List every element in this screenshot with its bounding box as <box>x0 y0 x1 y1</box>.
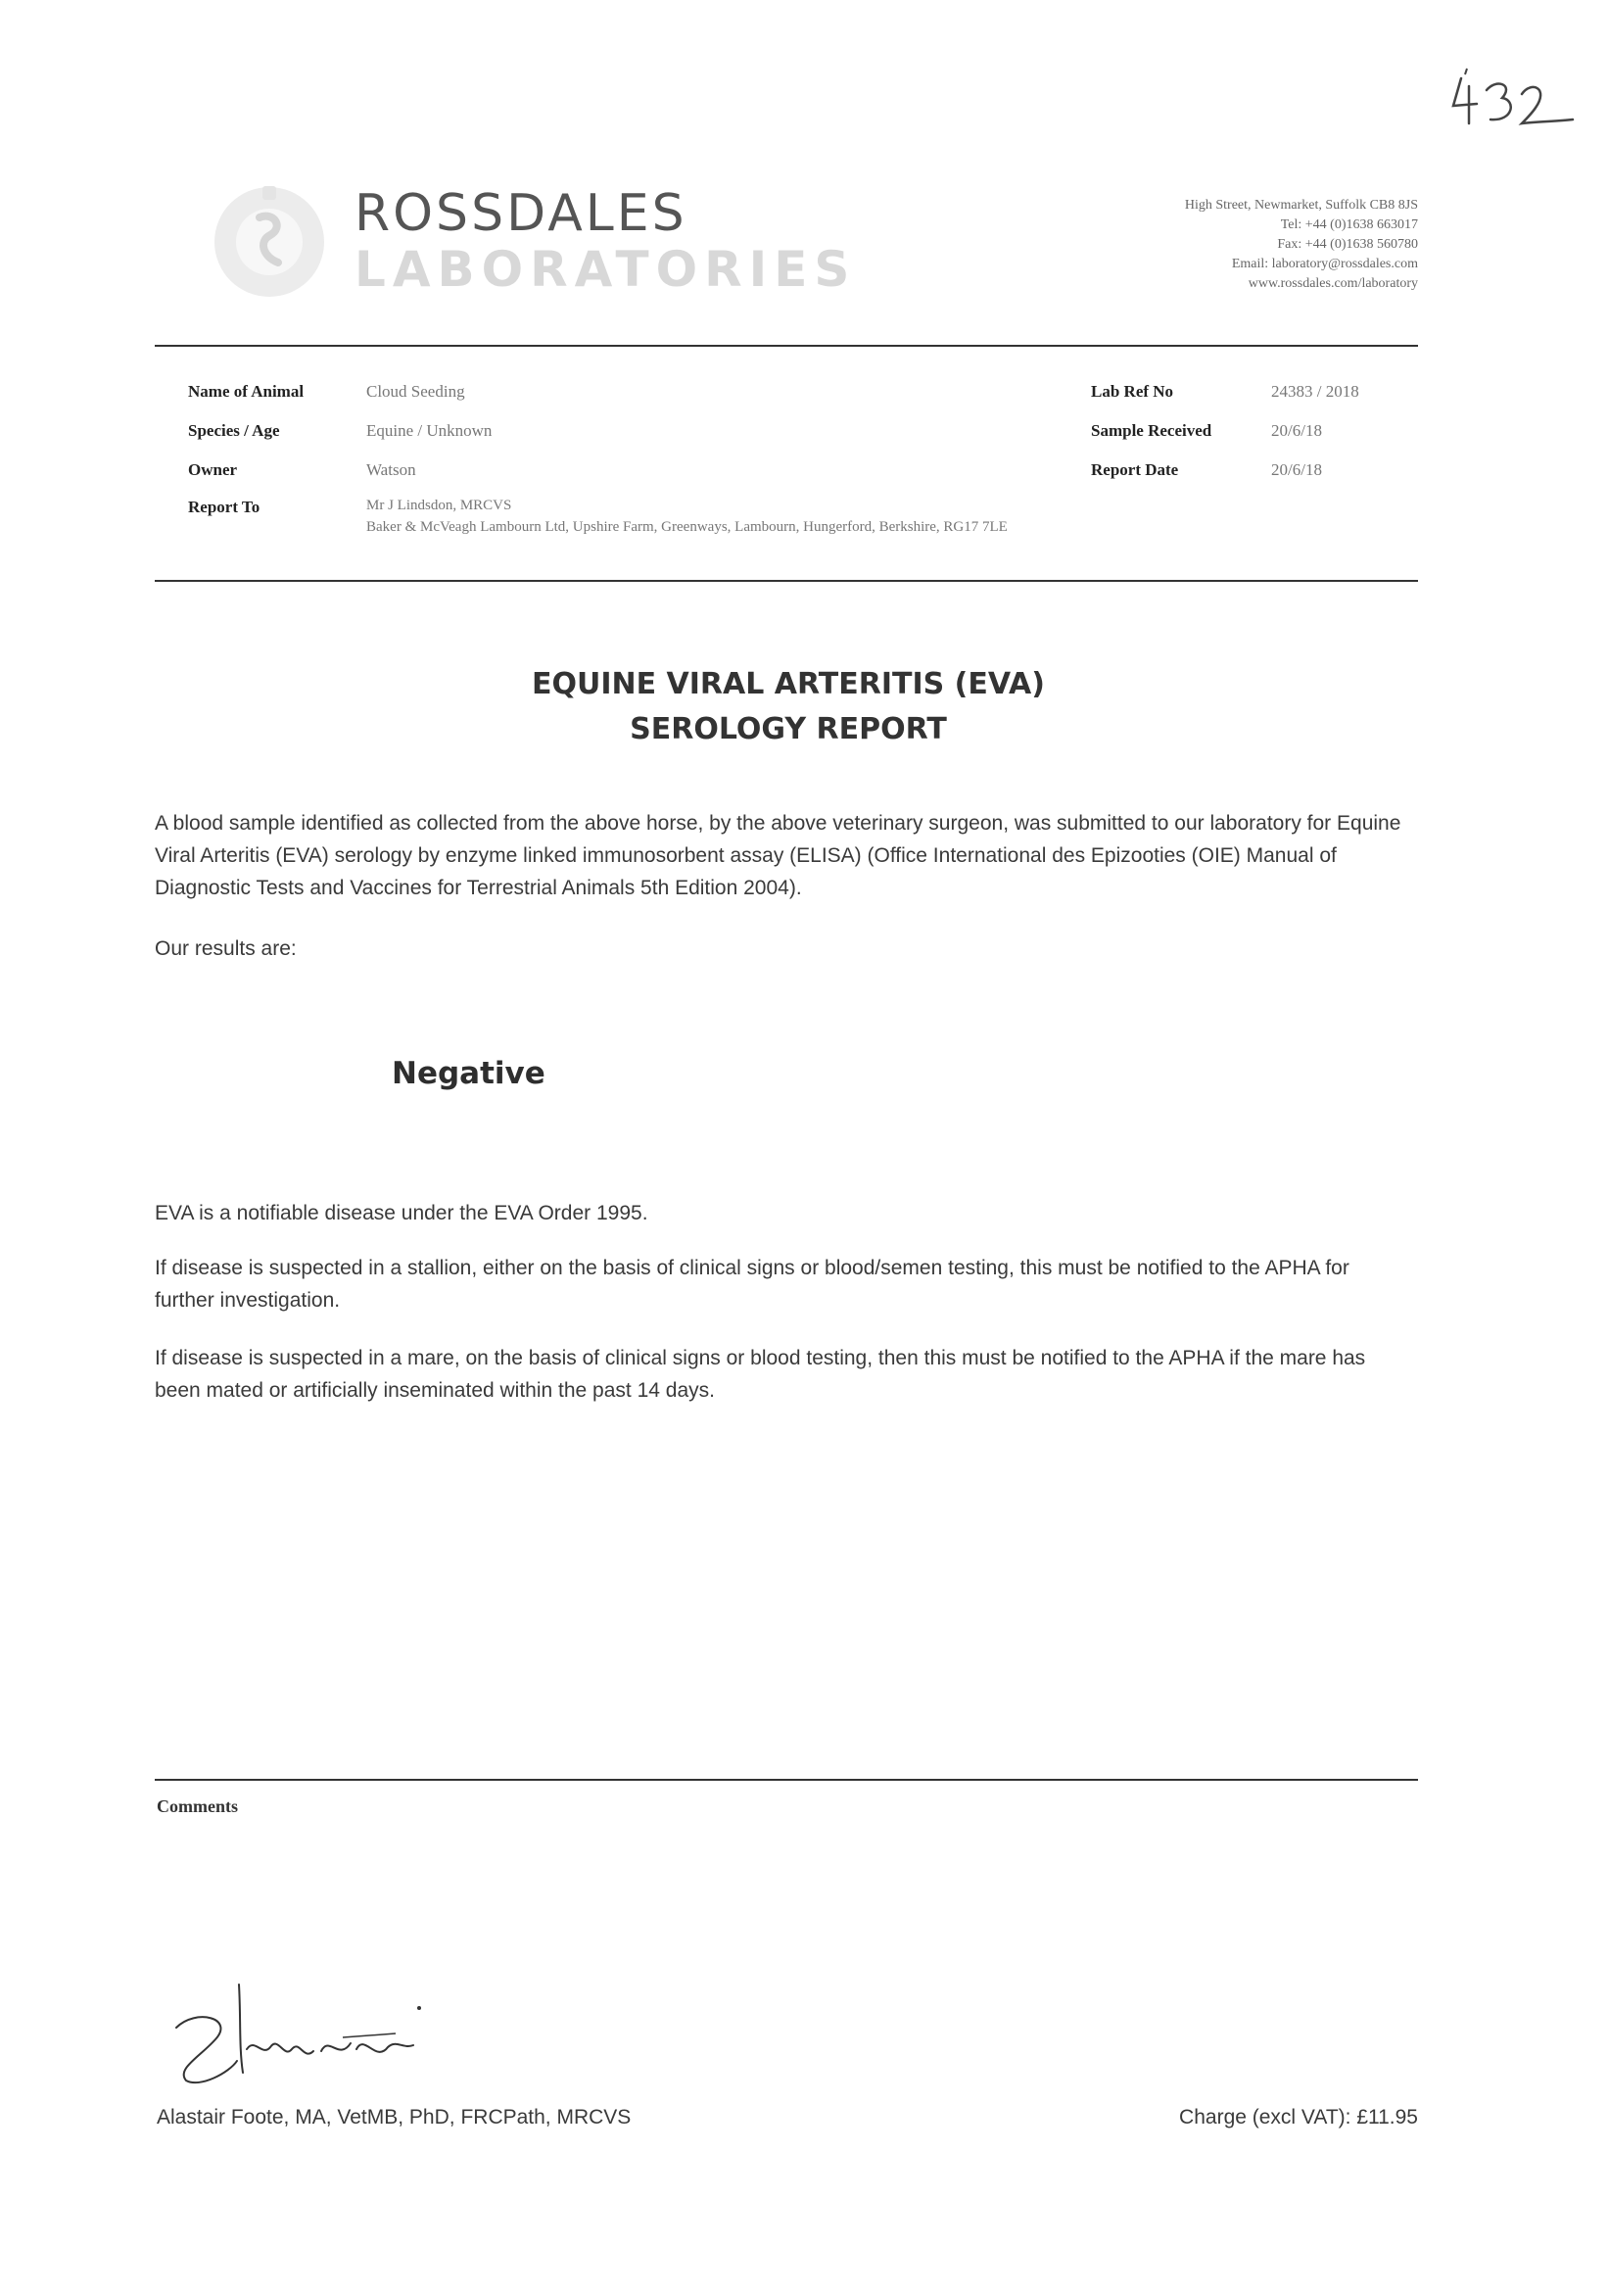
address-line: Tel: +44 (0)1638 663017 <box>1280 217 1418 232</box>
owner-label: Owner <box>188 460 238 479</box>
address-line: www.rossdales.com/laboratory <box>1248 276 1418 291</box>
report-date-label: Report Date <box>1091 460 1179 479</box>
address-line: High Street, Newmarket, Suffolk CB8 8JS <box>1184 198 1418 213</box>
address-line: Email: laboratory@rossdales.com <box>1231 257 1418 271</box>
handwritten-signature <box>157 1979 480 2096</box>
intro-paragraph: A blood sample identified as collected from the above horse, by the above veterinary surgeon, was submitted to our laboratory for Equine Viral Arteritis (EVA) serology by enzyme linked immunosorbent assay (ELISA) (Office International des Epizooties (OIE) Manual of Diagnostic Tests and Vaccines for Terrestrial Animals 5th Edition 2004). <box>155 812 1401 899</box>
report-to-label: Report To <box>188 498 260 516</box>
brand-subtitle: LABORATORIES <box>355 241 857 298</box>
report-to-name: Mr J Lindsdon, MRCVS <box>366 498 512 513</box>
report-title-line-1: EQUINE VIRAL ARTERITIS (EVA) <box>531 667 1045 701</box>
lab-ref-value: 24383 / 2018 <box>1271 382 1359 401</box>
header-divider <box>155 345 1418 347</box>
report-title-line-2: SEROLOGY REPORT <box>630 712 947 746</box>
sample-received-value: 20/6/18 <box>1271 421 1322 440</box>
sample-received-label: Sample Received <box>1091 421 1212 440</box>
name-of-animal-label: Name of Animal <box>188 382 305 401</box>
rossdales-logo-icon <box>206 178 333 306</box>
handwritten-page-number <box>1440 61 1577 139</box>
report-title <box>0 662 1577 752</box>
lab-ref-label: Lab Ref No <box>1091 382 1174 401</box>
name-of-animal-value: Cloud Seeding <box>366 382 465 401</box>
species-age-label: Species / Age <box>188 421 280 440</box>
comments-divider <box>155 1779 1418 1781</box>
comments-label: Comments <box>157 1796 238 1816</box>
mare-note: If disease is suspected in a mare, on the basis of clinical signs or blood testing, then this must be notified to the APHA if the mare has been mated or artificially inseminated within the past 14 days. <box>155 1347 1366 1402</box>
info-divider <box>155 580 1418 582</box>
lab-address <box>1185 196 1418 294</box>
report-to-address: Baker & McVeagh Lambourn Ltd, Upshire Farm, Greenways, Lambourn, Hungerford, Berkshire, RG17 7LE <box>366 519 1008 535</box>
brand-name: ROSSDALES <box>355 184 687 243</box>
species-age-value: Equine / Unknown <box>366 421 493 440</box>
signatory-name: Alastair Foote, MA, VetMB, PhD, FRCPath, MRCVS <box>157 2106 632 2129</box>
stallion-note: If disease is suspected in a stallion, either on the basis of clinical signs or blood/semen testing, this must be notified to the APHA for further investigation. <box>155 1257 1349 1312</box>
report-date-value: 20/6/18 <box>1271 460 1322 479</box>
address-line: Fax: +44 (0)1638 560780 <box>1277 237 1418 252</box>
result-value: Negative <box>392 1056 545 1091</box>
notifiable-note: EVA is a notifiable disease under the EVA Order 1995. <box>155 1202 648 1224</box>
results-intro: Our results are: <box>155 937 297 960</box>
owner-value: Watson <box>366 460 416 479</box>
charge-amount: Charge (excl VAT): £11.95 <box>1179 2106 1418 2129</box>
